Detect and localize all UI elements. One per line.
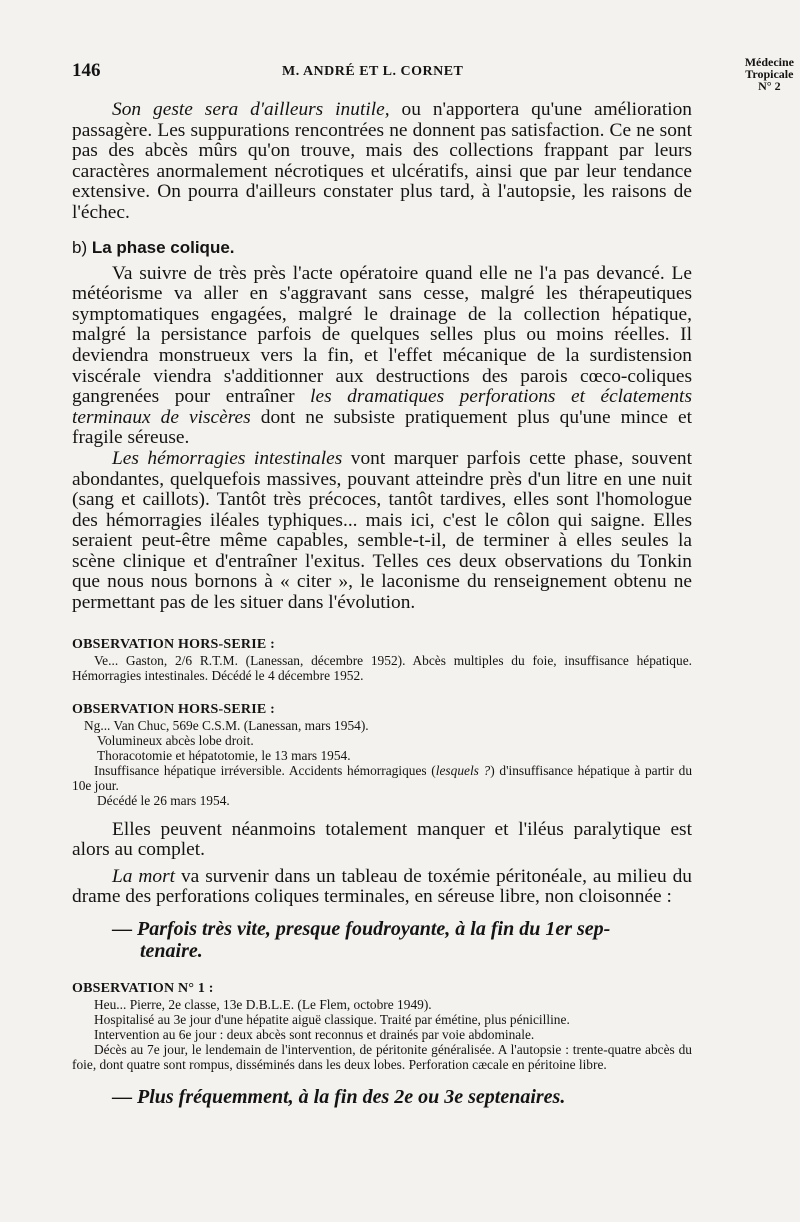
emphasis: Son geste sera d'ailleurs inutile, bbox=[112, 99, 390, 120]
journal-line: Tropicale bbox=[745, 67, 794, 81]
observation-title: OBSERVATION HORS-SERIE : bbox=[72, 636, 275, 652]
observation-line: Volumineux abcès lobe droit. bbox=[97, 732, 254, 748]
observation-line: Décédé le 26 mars 1954. bbox=[97, 792, 230, 808]
paragraph bbox=[72, 449, 692, 614]
journal-line: Médecine bbox=[744, 55, 794, 69]
section-heading bbox=[72, 238, 692, 258]
paragraph bbox=[72, 867, 692, 908]
article-body bbox=[72, 100, 692, 1108]
observation-text: ) d'insuffisance hépatique à partir du 10e jour. bbox=[72, 762, 693, 793]
observation-title: OBSERVATION HORS-SERIE : bbox=[72, 701, 275, 717]
journal-label bbox=[745, 56, 794, 92]
emphasis: Les hémorragies intestinales bbox=[112, 447, 343, 469]
subsection-text: Plus fréquemment, à la fin des 2e ou 3e septenaires. bbox=[137, 1086, 566, 1109]
paragraph-text: va survenir dans un tableau de toxémie péritonéale, au milieu du drame des perforations coliques terminales, en séreuse libre, non cloisonnée : bbox=[72, 865, 692, 908]
page-header bbox=[72, 60, 702, 82]
paragraph-text: vont marquer parfois cette phase, souvent abondantes, quelquefois massives, pouvant atteindre près d'un litre en une nuit (sang et caillots). Tantôt très précoces, tantôt tardives, elles sont l'homologue des hémorragies iléales typhiques... mais ici, c'est le côlon qui saigne. Elles seraient peut-être même capables, semble-t-il, de terminer à elles seules la scène clinique et d'entraîner l'exitus. Telles ces deux observations du Tonkin que nous nous bornons à « citer », le laconisme du renseignement obtenu ne permettant pas de les situer dans l'évolution. bbox=[72, 447, 693, 614]
section-letter: b) bbox=[72, 237, 88, 257]
observation-line: Hospitalisé au 3e jour d'une hépatite aiguë classique. Traité par émétine, plus pénicilline. bbox=[94, 1012, 570, 1028]
emphasis: La mort bbox=[112, 865, 176, 887]
emphasis: les dramatiques perforations et éclatements terminaux de viscères bbox=[72, 386, 692, 428]
observation-text: Ve... Gaston, 2/6 R.T.M. (Lanessan, décembre 1952). Abcès multiples du foie, insuffisance hépatique. Hémorragies intestinales. Décédé le 4 décembre 1952. bbox=[72, 652, 692, 683]
observation-line: Ng... Van Chuc, 569e C.S.M. (Lanessan, mars 1954). bbox=[84, 717, 369, 733]
dash: — bbox=[112, 1086, 132, 1109]
paragraph bbox=[72, 264, 692, 449]
paragraph-text: ou n'apportera qu'une amélioration passagère. Les suppurations rencontrées ne donnent pas satisfaction. Ce ne sont pas des abcès mûrs qu'on trouve, mais des collections frappant par leurs caractères anormalement nécrotiques et ulcératifs, ainsi que par leur tendance extensive. On pourra d'ailleurs constater plus tard, à l'autopsie, les raisons de l'échec. bbox=[72, 99, 692, 223]
subsection-heading bbox=[72, 1086, 692, 1108]
observation-text: Insuffisance hépatique irréversible. Accidents hémorragiques ( bbox=[94, 762, 436, 778]
section-title: La phase colique. bbox=[91, 237, 235, 257]
observation-line: Intervention au 6e jour : deux abcès sont reconnus et drainés par voie abdominale. bbox=[94, 1027, 535, 1043]
emphasis: lesquels ? bbox=[435, 762, 491, 778]
paragraph-text: Va suivre de très près l'acte opératoire quand elle ne l'a pas devancé. Le météorisme va aller en s'aggravant sans cesse, malgré les thérapeutiques symptomatiques engagées, malgré le drainage de la collection hépatique, malgré la persistance parfois de quelques selles plus ou moins réelles. Il deviendra monstrueux vers la fin, et l'effet mécanique de la surdistension viscérale viendra s'additionner aux destructions des parois cœco-coliques gangrenées pour entraîner bbox=[72, 262, 692, 408]
running-title: M. ANDRÉ ET L. CORNET bbox=[282, 64, 464, 79]
subsection-text: tenaire. bbox=[140, 940, 203, 963]
paragraph-text: dont ne subsiste pratiquement plus qu'une mince et fragile séreuse. bbox=[72, 406, 692, 449]
observation-line: Heu... Pierre, 2e classe, 13e D.B.L.E. (Le Flem, octobre 1949). bbox=[94, 997, 432, 1013]
subsection-text: Parfois très vite, presque foudroyante, à la fin du 1er sep- bbox=[137, 918, 611, 941]
observation-line: Thoracotomie et hépatotomie, le 13 mars 1954. bbox=[97, 747, 351, 763]
observation-line bbox=[72, 763, 692, 793]
observation-title: OBSERVATION N° 1 : bbox=[72, 981, 214, 997]
dash: — bbox=[112, 918, 132, 941]
journal-line: N° 2 bbox=[758, 79, 781, 93]
paragraph bbox=[72, 100, 692, 224]
page-number: 146 bbox=[72, 60, 101, 81]
subsection-heading bbox=[72, 918, 692, 962]
paragraph: Elles peuvent néanmoins totalement manquer et l'iléus paralytique est alors au complet. bbox=[72, 818, 692, 861]
observation-line: Décès au 7e jour, le lendemain de l'intervention, de péritonite généralisée. A l'autopsie : trente-quatre abcès du foie, dont quatre sont rompus, disséminés dans les deux lobes. Perforation cæcale en péritoine libre. bbox=[72, 1042, 692, 1073]
